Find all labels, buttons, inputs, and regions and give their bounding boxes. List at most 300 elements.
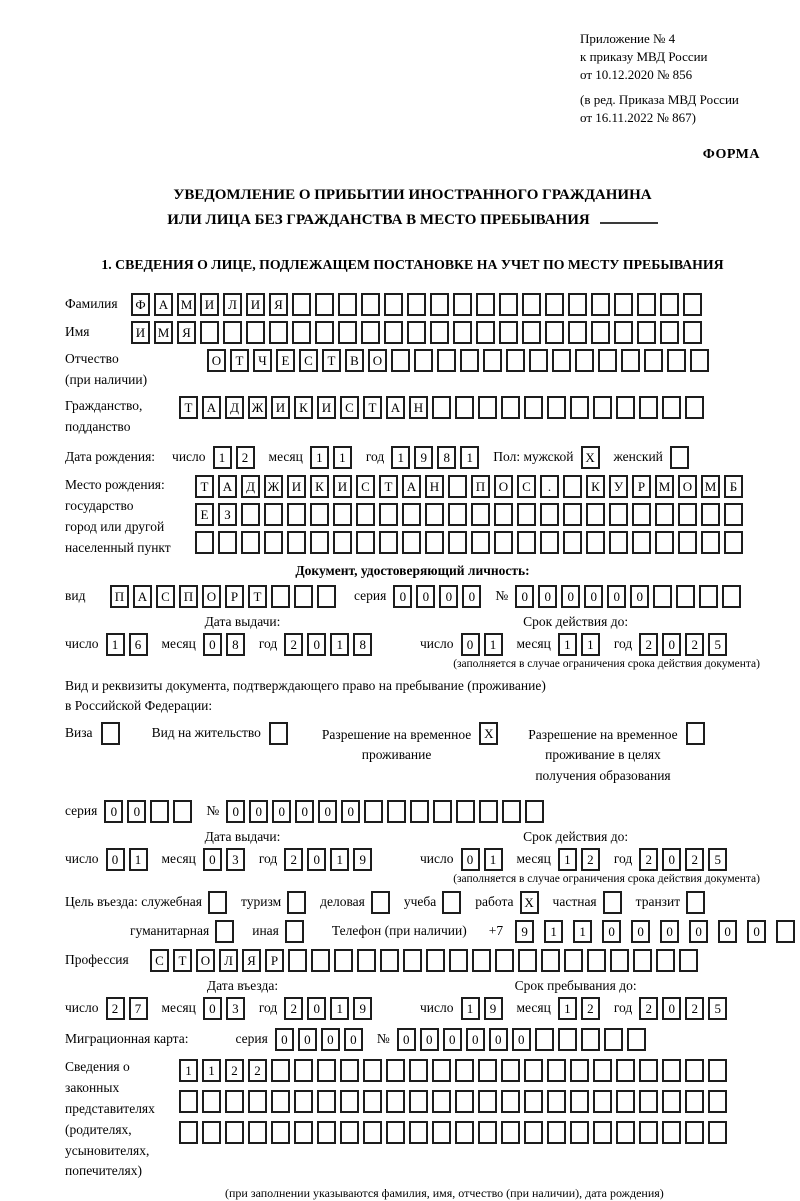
char-cell[interactable]: М bbox=[177, 293, 196, 316]
char-cell[interactable] bbox=[558, 1028, 577, 1051]
char-cell[interactable]: 1 bbox=[484, 848, 503, 871]
char-cell[interactable]: 0 bbox=[298, 1028, 317, 1051]
char-cell[interactable] bbox=[449, 949, 468, 972]
char-cell[interactable] bbox=[662, 1059, 681, 1082]
char-cell[interactable]: 0 bbox=[630, 585, 649, 608]
char-cell[interactable] bbox=[294, 1059, 313, 1082]
char-cell[interactable] bbox=[478, 396, 497, 419]
char-cell[interactable]: Ж bbox=[248, 396, 267, 419]
char-cell[interactable]: 1 bbox=[581, 633, 600, 656]
business-checkbox[interactable] bbox=[371, 891, 390, 914]
char-cell[interactable]: 0 bbox=[275, 1028, 294, 1051]
char-cell[interactable] bbox=[433, 800, 452, 823]
char-cell[interactable] bbox=[271, 1121, 290, 1144]
char-cell[interactable] bbox=[610, 949, 629, 972]
char-cell[interactable] bbox=[340, 1059, 359, 1082]
char-cell[interactable]: 2 bbox=[685, 633, 704, 656]
char-cell[interactable] bbox=[614, 293, 633, 316]
char-cell[interactable]: С bbox=[299, 349, 318, 372]
char-cell[interactable] bbox=[639, 1090, 658, 1113]
char-cell[interactable] bbox=[264, 531, 283, 554]
char-cell[interactable]: 2 bbox=[248, 1059, 267, 1082]
char-cell[interactable] bbox=[570, 1121, 589, 1144]
char-cell[interactable]: 0 bbox=[443, 1028, 462, 1051]
char-cell[interactable]: 1 bbox=[129, 848, 148, 871]
char-cell[interactable]: О bbox=[196, 949, 215, 972]
char-cell[interactable] bbox=[248, 1090, 267, 1113]
char-cell[interactable]: 0 bbox=[662, 997, 681, 1020]
char-cell[interactable]: 1 bbox=[461, 997, 480, 1020]
char-cell[interactable] bbox=[724, 503, 743, 526]
char-cell[interactable] bbox=[499, 293, 518, 316]
char-cell[interactable] bbox=[517, 503, 536, 526]
char-cell[interactable] bbox=[379, 503, 398, 526]
residence-permit-checkbox[interactable] bbox=[269, 722, 288, 745]
char-cell[interactable]: 1 bbox=[558, 633, 577, 656]
char-cell[interactable]: О bbox=[494, 475, 513, 498]
char-cell[interactable] bbox=[317, 585, 336, 608]
char-cell[interactable] bbox=[655, 503, 674, 526]
char-cell[interactable]: 1 bbox=[573, 920, 592, 943]
char-cell[interactable]: Н bbox=[409, 396, 428, 419]
char-cell[interactable]: 0 bbox=[416, 585, 435, 608]
char-cell[interactable] bbox=[363, 1121, 382, 1144]
char-cell[interactable] bbox=[547, 1059, 566, 1082]
char-cell[interactable] bbox=[409, 1090, 428, 1113]
char-cell[interactable] bbox=[632, 503, 651, 526]
char-cell[interactable] bbox=[593, 1121, 612, 1144]
char-cell[interactable] bbox=[271, 1090, 290, 1113]
char-cell[interactable] bbox=[310, 531, 329, 554]
char-cell[interactable] bbox=[317, 1059, 336, 1082]
char-cell[interactable]: 0 bbox=[439, 585, 458, 608]
char-cell[interactable]: 1 bbox=[330, 633, 349, 656]
char-cell[interactable] bbox=[448, 503, 467, 526]
char-cell[interactable] bbox=[455, 1059, 474, 1082]
char-cell[interactable]: М bbox=[154, 321, 173, 344]
char-cell[interactable]: 1 bbox=[484, 633, 503, 656]
char-cell[interactable] bbox=[616, 1090, 635, 1113]
char-cell[interactable]: 0 bbox=[318, 800, 337, 823]
char-cell[interactable] bbox=[483, 349, 502, 372]
char-cell[interactable]: 0 bbox=[203, 848, 222, 871]
char-cell[interactable] bbox=[683, 293, 702, 316]
char-cell[interactable] bbox=[409, 1121, 428, 1144]
char-cell[interactable]: 2 bbox=[106, 997, 125, 1020]
char-cell[interactable]: 0 bbox=[307, 633, 326, 656]
char-cell[interactable]: М bbox=[655, 475, 674, 498]
char-cell[interactable] bbox=[407, 321, 426, 344]
char-cell[interactable] bbox=[545, 321, 564, 344]
char-cell[interactable]: Ф bbox=[131, 293, 150, 316]
char-cell[interactable] bbox=[287, 531, 306, 554]
char-cell[interactable] bbox=[604, 1028, 623, 1051]
char-cell[interactable] bbox=[501, 1121, 520, 1144]
char-cell[interactable] bbox=[288, 949, 307, 972]
char-cell[interactable] bbox=[632, 531, 651, 554]
char-cell[interactable]: 7 bbox=[129, 997, 148, 1020]
char-cell[interactable]: Т bbox=[195, 475, 214, 498]
char-cell[interactable]: Д bbox=[225, 396, 244, 419]
tourism-checkbox[interactable] bbox=[287, 891, 306, 914]
char-cell[interactable]: 2 bbox=[236, 446, 255, 469]
char-cell[interactable]: 1 bbox=[558, 997, 577, 1020]
char-cell[interactable] bbox=[437, 349, 456, 372]
char-cell[interactable] bbox=[581, 1028, 600, 1051]
char-cell[interactable]: 2 bbox=[639, 997, 658, 1020]
char-cell[interactable] bbox=[501, 1059, 520, 1082]
char-cell[interactable]: 8 bbox=[226, 633, 245, 656]
char-cell[interactable] bbox=[410, 800, 429, 823]
char-cell[interactable] bbox=[455, 1121, 474, 1144]
char-cell[interactable]: А bbox=[386, 396, 405, 419]
char-cell[interactable]: 9 bbox=[353, 848, 372, 871]
char-cell[interactable] bbox=[525, 800, 544, 823]
char-cell[interactable]: О bbox=[202, 585, 221, 608]
char-cell[interactable] bbox=[644, 349, 663, 372]
char-cell[interactable] bbox=[218, 531, 237, 554]
char-cell[interactable] bbox=[708, 1090, 727, 1113]
char-cell[interactable]: Р bbox=[632, 475, 651, 498]
char-cell[interactable] bbox=[294, 585, 313, 608]
char-cell[interactable] bbox=[587, 949, 606, 972]
char-cell[interactable] bbox=[699, 585, 718, 608]
char-cell[interactable] bbox=[391, 349, 410, 372]
char-cell[interactable] bbox=[179, 1090, 198, 1113]
char-cell[interactable]: Б bbox=[724, 475, 743, 498]
char-cell[interactable]: 0 bbox=[747, 920, 766, 943]
char-cell[interactable]: 0 bbox=[662, 848, 681, 871]
char-cell[interactable] bbox=[678, 531, 697, 554]
char-cell[interactable] bbox=[202, 1121, 221, 1144]
char-cell[interactable]: 0 bbox=[461, 633, 480, 656]
char-cell[interactable] bbox=[448, 475, 467, 498]
char-cell[interactable]: 0 bbox=[489, 1028, 508, 1051]
char-cell[interactable]: И bbox=[200, 293, 219, 316]
char-cell[interactable] bbox=[679, 949, 698, 972]
char-cell[interactable] bbox=[403, 949, 422, 972]
char-cell[interactable] bbox=[333, 503, 352, 526]
char-cell[interactable] bbox=[593, 1059, 612, 1082]
char-cell[interactable] bbox=[225, 1121, 244, 1144]
char-cell[interactable] bbox=[478, 1059, 497, 1082]
char-cell[interactable] bbox=[495, 949, 514, 972]
char-cell[interactable] bbox=[453, 293, 472, 316]
char-cell[interactable] bbox=[356, 531, 375, 554]
char-cell[interactable] bbox=[453, 321, 472, 344]
work-checkbox[interactable]: X bbox=[520, 891, 539, 914]
char-cell[interactable]: И bbox=[246, 293, 265, 316]
char-cell[interactable]: У bbox=[609, 475, 628, 498]
char-cell[interactable] bbox=[662, 396, 681, 419]
char-cell[interactable] bbox=[506, 349, 525, 372]
char-cell[interactable]: 2 bbox=[639, 633, 658, 656]
char-cell[interactable] bbox=[563, 531, 582, 554]
char-cell[interactable]: М bbox=[701, 475, 720, 498]
char-cell[interactable] bbox=[660, 293, 679, 316]
char-cell[interactable]: Я bbox=[269, 293, 288, 316]
char-cell[interactable]: О bbox=[368, 349, 387, 372]
char-cell[interactable] bbox=[386, 1121, 405, 1144]
char-cell[interactable] bbox=[676, 585, 695, 608]
char-cell[interactable]: Л bbox=[223, 293, 242, 316]
char-cell[interactable] bbox=[499, 321, 518, 344]
char-cell[interactable]: 2 bbox=[225, 1059, 244, 1082]
char-cell[interactable] bbox=[179, 1121, 198, 1144]
char-cell[interactable] bbox=[501, 396, 520, 419]
char-cell[interactable]: 0 bbox=[462, 585, 481, 608]
transit-checkbox[interactable] bbox=[686, 891, 705, 914]
char-cell[interactable]: 0 bbox=[515, 585, 534, 608]
char-cell[interactable] bbox=[656, 949, 675, 972]
char-cell[interactable] bbox=[639, 1059, 658, 1082]
char-cell[interactable]: 0 bbox=[466, 1028, 485, 1051]
char-cell[interactable]: 0 bbox=[226, 800, 245, 823]
char-cell[interactable] bbox=[271, 1059, 290, 1082]
char-cell[interactable]: 0 bbox=[718, 920, 737, 943]
char-cell[interactable]: 0 bbox=[321, 1028, 340, 1051]
char-cell[interactable]: 2 bbox=[581, 848, 600, 871]
char-cell[interactable] bbox=[202, 1090, 221, 1113]
char-cell[interactable]: И bbox=[287, 475, 306, 498]
char-cell[interactable] bbox=[311, 949, 330, 972]
char-cell[interactable] bbox=[379, 531, 398, 554]
char-cell[interactable] bbox=[414, 349, 433, 372]
female-checkbox[interactable] bbox=[670, 446, 689, 469]
char-cell[interactable] bbox=[386, 1090, 405, 1113]
char-cell[interactable]: З bbox=[218, 503, 237, 526]
char-cell[interactable] bbox=[338, 321, 357, 344]
char-cell[interactable]: 1 bbox=[391, 446, 410, 469]
char-cell[interactable]: Л bbox=[219, 949, 238, 972]
char-cell[interactable]: Т bbox=[179, 396, 198, 419]
char-cell[interactable] bbox=[432, 1059, 451, 1082]
char-cell[interactable]: С bbox=[340, 396, 359, 419]
char-cell[interactable]: 0 bbox=[295, 800, 314, 823]
char-cell[interactable] bbox=[535, 1028, 554, 1051]
char-cell[interactable] bbox=[472, 949, 491, 972]
char-cell[interactable]: 0 bbox=[584, 585, 603, 608]
char-cell[interactable] bbox=[662, 1121, 681, 1144]
char-cell[interactable] bbox=[637, 321, 656, 344]
char-cell[interactable]: П bbox=[471, 475, 490, 498]
char-cell[interactable] bbox=[292, 321, 311, 344]
char-cell[interactable]: 0 bbox=[561, 585, 580, 608]
char-cell[interactable]: 0 bbox=[512, 1028, 531, 1051]
char-cell[interactable] bbox=[545, 293, 564, 316]
char-cell[interactable]: А bbox=[154, 293, 173, 316]
char-cell[interactable]: 1 bbox=[106, 633, 125, 656]
char-cell[interactable]: 8 bbox=[437, 446, 456, 469]
char-cell[interactable] bbox=[357, 949, 376, 972]
char-cell[interactable]: А bbox=[218, 475, 237, 498]
char-cell[interactable] bbox=[223, 321, 242, 344]
char-cell[interactable] bbox=[564, 949, 583, 972]
char-cell[interactable]: Т bbox=[173, 949, 192, 972]
char-cell[interactable]: 0 bbox=[203, 997, 222, 1020]
char-cell[interactable] bbox=[315, 321, 334, 344]
char-cell[interactable] bbox=[200, 321, 219, 344]
char-cell[interactable] bbox=[563, 475, 582, 498]
char-cell[interactable] bbox=[402, 503, 421, 526]
char-cell[interactable] bbox=[455, 396, 474, 419]
char-cell[interactable]: О bbox=[678, 475, 697, 498]
char-cell[interactable] bbox=[616, 396, 635, 419]
char-cell[interactable]: 2 bbox=[581, 997, 600, 1020]
char-cell[interactable]: 1 bbox=[330, 848, 349, 871]
char-cell[interactable] bbox=[633, 949, 652, 972]
char-cell[interactable] bbox=[426, 949, 445, 972]
char-cell[interactable]: 0 bbox=[272, 800, 291, 823]
char-cell[interactable]: 2 bbox=[685, 997, 704, 1020]
char-cell[interactable]: 0 bbox=[602, 920, 621, 943]
char-cell[interactable]: 2 bbox=[284, 633, 303, 656]
char-cell[interactable] bbox=[248, 1121, 267, 1144]
char-cell[interactable] bbox=[317, 1090, 336, 1113]
char-cell[interactable] bbox=[384, 293, 403, 316]
char-cell[interactable] bbox=[150, 800, 169, 823]
char-cell[interactable] bbox=[384, 321, 403, 344]
char-cell[interactable]: 3 bbox=[226, 848, 245, 871]
char-cell[interactable]: 0 bbox=[344, 1028, 363, 1051]
char-cell[interactable]: 0 bbox=[662, 633, 681, 656]
char-cell[interactable] bbox=[402, 531, 421, 554]
char-cell[interactable] bbox=[614, 321, 633, 344]
char-cell[interactable]: Р bbox=[265, 949, 284, 972]
other-checkbox[interactable] bbox=[285, 920, 304, 943]
char-cell[interactable] bbox=[430, 321, 449, 344]
char-cell[interactable] bbox=[708, 1121, 727, 1144]
char-cell[interactable]: А bbox=[402, 475, 421, 498]
char-cell[interactable]: 5 bbox=[708, 848, 727, 871]
char-cell[interactable]: 1 bbox=[333, 446, 352, 469]
char-cell[interactable] bbox=[430, 293, 449, 316]
char-cell[interactable] bbox=[356, 503, 375, 526]
char-cell[interactable] bbox=[776, 920, 795, 943]
char-cell[interactable]: . bbox=[540, 475, 559, 498]
char-cell[interactable]: 0 bbox=[307, 997, 326, 1020]
char-cell[interactable] bbox=[522, 321, 541, 344]
char-cell[interactable]: 1 bbox=[558, 848, 577, 871]
char-cell[interactable] bbox=[494, 503, 513, 526]
char-cell[interactable] bbox=[547, 1090, 566, 1113]
char-cell[interactable] bbox=[195, 531, 214, 554]
char-cell[interactable] bbox=[478, 1121, 497, 1144]
char-cell[interactable] bbox=[685, 1121, 704, 1144]
char-cell[interactable]: С bbox=[156, 585, 175, 608]
char-cell[interactable]: 0 bbox=[307, 848, 326, 871]
char-cell[interactable] bbox=[586, 531, 605, 554]
char-cell[interactable]: Ж bbox=[264, 475, 283, 498]
char-cell[interactable] bbox=[685, 396, 704, 419]
char-cell[interactable] bbox=[529, 349, 548, 372]
char-cell[interactable]: С bbox=[356, 475, 375, 498]
char-cell[interactable]: Я bbox=[177, 321, 196, 344]
char-cell[interactable]: И bbox=[271, 396, 290, 419]
char-cell[interactable] bbox=[294, 1121, 313, 1144]
char-cell[interactable]: 0 bbox=[249, 800, 268, 823]
char-cell[interactable] bbox=[639, 396, 658, 419]
char-cell[interactable] bbox=[363, 1090, 382, 1113]
char-cell[interactable]: Р bbox=[225, 585, 244, 608]
char-cell[interactable] bbox=[524, 396, 543, 419]
char-cell[interactable] bbox=[593, 1090, 612, 1113]
char-cell[interactable] bbox=[456, 800, 475, 823]
char-cell[interactable] bbox=[361, 321, 380, 344]
char-cell[interactable] bbox=[338, 293, 357, 316]
char-cell[interactable]: П bbox=[179, 585, 198, 608]
char-cell[interactable] bbox=[460, 349, 479, 372]
char-cell[interactable] bbox=[685, 1059, 704, 1082]
char-cell[interactable] bbox=[494, 531, 513, 554]
char-cell[interactable] bbox=[701, 531, 720, 554]
char-cell[interactable]: В bbox=[345, 349, 364, 372]
char-cell[interactable] bbox=[683, 321, 702, 344]
char-cell[interactable] bbox=[317, 1121, 336, 1144]
char-cell[interactable]: 2 bbox=[284, 848, 303, 871]
char-cell[interactable] bbox=[340, 1121, 359, 1144]
humanitarian-checkbox[interactable] bbox=[215, 920, 234, 943]
char-cell[interactable] bbox=[476, 293, 495, 316]
char-cell[interactable] bbox=[616, 1059, 635, 1082]
char-cell[interactable]: Н bbox=[425, 475, 444, 498]
char-cell[interactable] bbox=[315, 293, 334, 316]
char-cell[interactable]: Т bbox=[248, 585, 267, 608]
char-cell[interactable]: 1 bbox=[460, 446, 479, 469]
char-cell[interactable]: И bbox=[333, 475, 352, 498]
char-cell[interactable] bbox=[340, 1090, 359, 1113]
study-checkbox[interactable] bbox=[442, 891, 461, 914]
char-cell[interactable] bbox=[724, 531, 743, 554]
char-cell[interactable]: 1 bbox=[310, 446, 329, 469]
char-cell[interactable] bbox=[662, 1090, 681, 1113]
char-cell[interactable]: 0 bbox=[420, 1028, 439, 1051]
char-cell[interactable] bbox=[387, 800, 406, 823]
char-cell[interactable] bbox=[173, 800, 192, 823]
char-cell[interactable] bbox=[292, 293, 311, 316]
char-cell[interactable] bbox=[518, 949, 537, 972]
char-cell[interactable] bbox=[363, 1059, 382, 1082]
char-cell[interactable] bbox=[517, 531, 536, 554]
char-cell[interactable] bbox=[547, 1121, 566, 1144]
char-cell[interactable]: Е bbox=[195, 503, 214, 526]
char-cell[interactable] bbox=[540, 531, 559, 554]
male-checkbox[interactable]: X bbox=[581, 446, 600, 469]
char-cell[interactable]: 2 bbox=[685, 848, 704, 871]
char-cell[interactable]: 8 bbox=[353, 633, 372, 656]
char-cell[interactable]: Д bbox=[241, 475, 260, 498]
char-cell[interactable]: И bbox=[317, 396, 336, 419]
char-cell[interactable]: О bbox=[207, 349, 226, 372]
char-cell[interactable] bbox=[722, 585, 741, 608]
char-cell[interactable]: 0 bbox=[461, 848, 480, 871]
char-cell[interactable]: 0 bbox=[607, 585, 626, 608]
char-cell[interactable] bbox=[425, 531, 444, 554]
char-cell[interactable]: 1 bbox=[544, 920, 563, 943]
char-cell[interactable] bbox=[586, 503, 605, 526]
char-cell[interactable] bbox=[334, 949, 353, 972]
char-cell[interactable] bbox=[575, 349, 594, 372]
char-cell[interactable]: С bbox=[517, 475, 536, 498]
char-cell[interactable]: К bbox=[586, 475, 605, 498]
char-cell[interactable] bbox=[627, 1028, 646, 1051]
char-cell[interactable] bbox=[407, 293, 426, 316]
char-cell[interactable] bbox=[598, 349, 617, 372]
char-cell[interactable] bbox=[294, 1090, 313, 1113]
char-cell[interactable] bbox=[241, 503, 260, 526]
char-cell[interactable] bbox=[524, 1121, 543, 1144]
char-cell[interactable]: 9 bbox=[414, 446, 433, 469]
